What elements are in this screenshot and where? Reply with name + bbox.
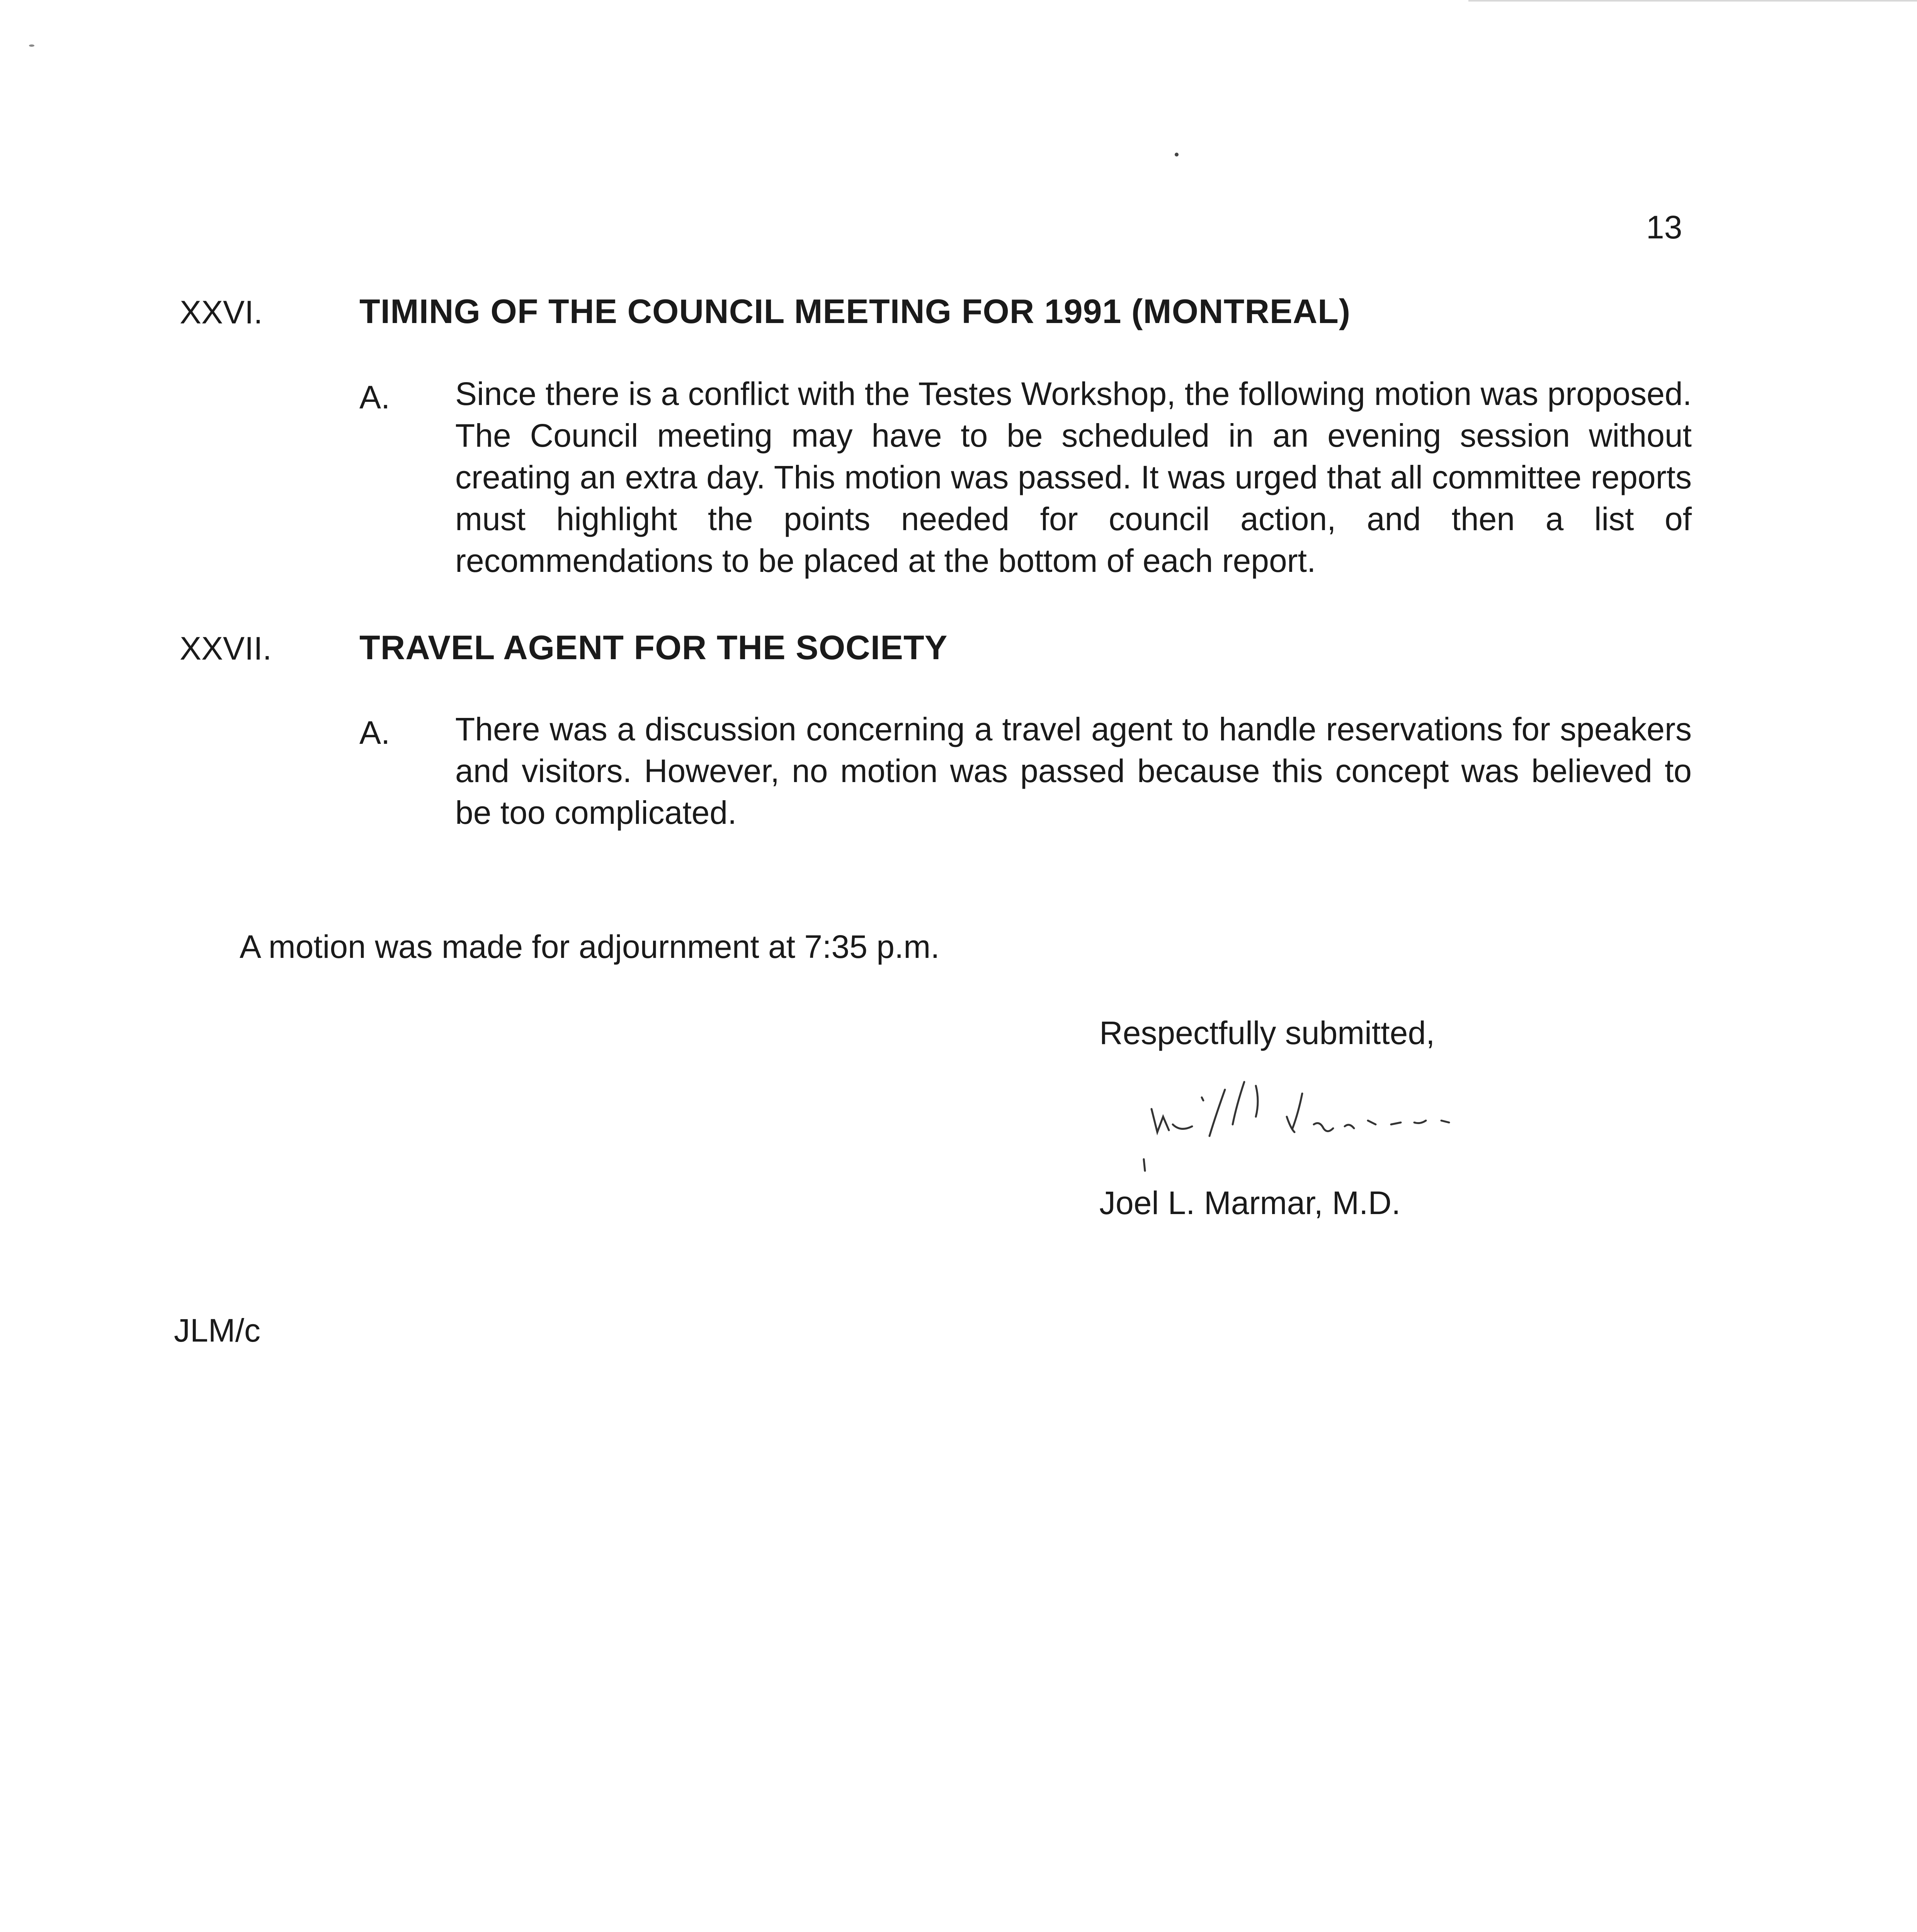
section-numeral: XXVII. [180,630,272,667]
item-text: There was a discussion concerning a travel agent to handle reservations for speakers and visitors. However, no motion was passed because this concept was believed to be too complicated. [455,711,1692,831]
adjournment-statement: A motion was made for adjournment at 7:35 p.m. [240,929,940,965]
section-title: TIMING OF THE COUNCIL MEETING FOR 1991 (MONTREAL) [359,292,1351,330]
item-letter: A. [359,379,390,415]
handwritten-signature [1121,1059,1584,1182]
item-text: Since there is a conflict with the Testes Workshop, the following motion was proposed. The Council meeting may have to be scheduled in an evening session without creating an extra day. This motion was passed. It was urged that all committee reports must highlight the points needed for council action, and then a list of recommendations to be placed at the bottom of each report. [455,376,1692,579]
closing-line: Respectfully submitted, [1099,1015,1435,1051]
item-letter: A. [359,714,390,751]
page-number: 13 [1646,209,1682,245]
typist-initials: JLM/c [174,1312,261,1349]
scan-speck [29,44,34,47]
scan-edge-line [1468,0,1917,2]
signer-name: Joel L. Marmar, M.D. [1099,1185,1401,1221]
section-numeral: XXVI. [180,294,263,330]
section-title: TRAVEL AGENT FOR THE SOCIETY [359,628,948,667]
scan-speck [1175,153,1179,156]
